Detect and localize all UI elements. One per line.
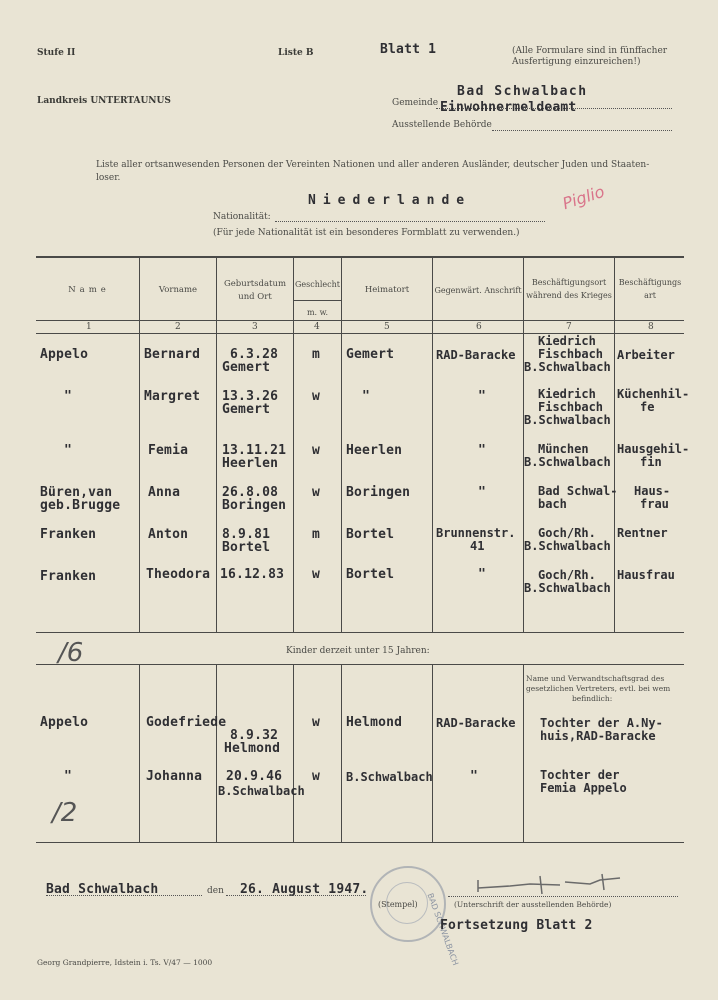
col-num-7: 7 [566, 322, 572, 332]
child-row-0-name: Appelo [40, 715, 89, 730]
table-row-3-heimat: Boringen [346, 485, 411, 500]
header-bottom-line [36, 320, 684, 321]
col-divider-2 [216, 258, 217, 632]
col-divider-1 [139, 258, 140, 632]
col-header-beschaeftigungsort: Beschäftigungsort während des Krieges [526, 278, 612, 300]
table-row-0-ort1: Kiedrich [538, 334, 596, 348]
table-row-0-geb1: 6.3.28 [230, 347, 279, 362]
table-row-2-ort1: München [538, 442, 589, 456]
table-row-1-ort1: Kiedrich [538, 387, 596, 401]
col-num-2: 2 [175, 322, 181, 332]
table-row-2-sex: w [312, 443, 321, 458]
table-row-0-geb2: Gemert [222, 360, 271, 375]
table-row-5-ort2: B.Schwalbach [524, 581, 611, 595]
liste-label: Liste B [278, 48, 314, 58]
table-row-2-anschrift: " [478, 443, 487, 458]
table-row-1-sex: w [312, 389, 321, 404]
table-top-border [36, 256, 684, 258]
geschlecht-divider [294, 300, 341, 301]
table-row-2-ort2: B.Schwalbach [524, 455, 611, 469]
col-num-6: 6 [476, 322, 482, 332]
col-num-5: 5 [384, 322, 390, 332]
signature-dotline [448, 896, 678, 897]
blatt-label: Blatt 1 [380, 42, 437, 57]
child-col-divider-5 [432, 664, 433, 842]
table-row-1-art1: Küchenhil- [617, 387, 690, 401]
child-row-0-vorname: Godefriede [146, 715, 227, 730]
table-row-4-sex: m [312, 527, 321, 542]
table-row-3-art2: frau [640, 497, 669, 511]
office-stamp-text: BAD SCHWALBACH [425, 892, 461, 967]
table-row-1-geb2: Gemert [222, 402, 271, 417]
col-num-1: 1 [86, 322, 92, 332]
child-row-1-name: " [64, 769, 73, 784]
table-row-3-ort2: bach [538, 497, 567, 511]
child-row-1-geb1: 20.9.46 [226, 769, 283, 784]
gemeinde-label: Gemeinde [392, 98, 439, 108]
table-row-4-vorname: Anton [148, 527, 189, 542]
intro-line-2: loser. [96, 173, 121, 183]
col-header-name: Name [68, 285, 110, 295]
table-row-1-anschrift: " [478, 389, 487, 404]
child-col-divider-4 [341, 664, 342, 842]
child-row-1-anschrift: " [470, 769, 479, 784]
footer-date: 26. August 1947. [240, 882, 369, 897]
table-row-3-name2: geb.Brugge [40, 498, 121, 513]
table-row-1-name: " [64, 389, 73, 404]
landkreis-label: Landkreis UNTERTAUNUS [37, 96, 171, 106]
pencil-mark-bottom: /2 [52, 798, 78, 828]
table-row-0-art1: Arbeiter [617, 348, 675, 362]
footer-date-dotline [226, 895, 366, 896]
table-row-4-geb2: Bortel [222, 540, 271, 555]
table-row-4-art1: Rentner [617, 526, 668, 540]
table-row-2-heimat: Heerlen [346, 443, 403, 458]
child-row-0-heimat: Helmond [346, 715, 403, 730]
gemeinde-value: Bad Schwalbach [457, 84, 588, 99]
child-col-divider-2 [216, 664, 217, 842]
table-row-3-sex: w [312, 485, 321, 500]
table-row-0-name: Appelo [40, 347, 89, 362]
nationality-dotline [275, 221, 545, 222]
col-divider-7 [614, 258, 615, 632]
col-divider-5 [432, 258, 433, 632]
col7-children-line-3: befindlich: [572, 694, 613, 703]
table-row-4-anschrift2: 41 [470, 539, 485, 553]
table-row-2-art1: Hausgehil- [617, 442, 690, 456]
child-row-0-vertreter2: huis,RAD-Baracke [540, 729, 656, 743]
behoerde-label: Ausstellende Behörde [392, 120, 492, 130]
child-row-1-geb2: B.Schwalbach [218, 784, 305, 798]
table-row-5-art1: Hausfrau [617, 568, 675, 582]
col7-children-line-1: Name und Verwandtschaftsgrad des [526, 674, 665, 683]
continuation-note: Fortsetzung Blatt 2 [440, 918, 593, 933]
child-col-divider-3 [293, 664, 294, 842]
table-row-5-name: Franken [40, 569, 97, 584]
note-line-2: Ausfertigung einzureichen!) [512, 57, 641, 67]
col-divider-4 [341, 258, 342, 632]
col-num-3: 3 [252, 322, 258, 332]
child-row-0-geb1: 8.9.32 [230, 728, 279, 743]
table-row-0-ort2: Fischbach [538, 347, 604, 361]
col7-children-line-2: gesetzlichen Vertreters, evtl. bei wem [526, 684, 671, 693]
stufe-label: Stufe II [37, 48, 76, 58]
table-row-4-heimat: Bortel [346, 527, 395, 542]
col-num-4: 4 [314, 322, 320, 332]
table-row-4-ort2: B.Schwalbach [524, 539, 611, 553]
table-row-1-ort3: B.Schwalbach [524, 413, 611, 427]
behoerde-value: Einwohnermeldeamt [440, 100, 577, 115]
table-row-1-heimat: " [362, 389, 371, 404]
table-row-2-vorname: Femia [148, 443, 189, 458]
intro-line-1: Liste aller ortsanwesenden Personen der Vereinten Nationen und aller anderen Ausländer, deutscher Juden und Staaten- [96, 160, 650, 170]
table-row-4-geb1: 8.9.81 [222, 527, 271, 542]
child-row-1-vertreter1: Tochter der [540, 768, 620, 782]
table-row-1-vorname: Margret [144, 389, 201, 404]
child-row-0-vertreter1: Tochter der A.Ny- [540, 716, 663, 730]
table-row-0-ort3: B.Schwalbach [524, 360, 611, 374]
child-row-1-sex: w [312, 769, 321, 784]
table-bottom-border [36, 842, 684, 843]
table-row-1-art2: fe [640, 400, 655, 414]
children-heading: Kinder derzeit unter 15 Jahren: [286, 646, 430, 656]
signature-label: (Unterschrift der ausstellenden Behörde) [454, 900, 612, 909]
table-row-1-geb1: 13.3.26 [222, 389, 279, 404]
child-col-divider-6 [523, 664, 524, 842]
children-heading-line [36, 664, 684, 665]
nationality-note: (Für jede Nationalität ist ein besonderes Formblatt zu verwenden.) [213, 228, 520, 238]
col-header-anschrift: Gegenwärt. Anschrift [434, 286, 522, 295]
table-row-5-sex: w [312, 567, 321, 582]
footer-den: den [207, 886, 224, 896]
printer-imprint: Georg Grandpierre, Idstein i. Ts. V/47 — 1000 [37, 958, 213, 967]
table-row-0-anschrift: RAD-Baracke [436, 348, 516, 362]
table-row-3-ort1: Bad Schwal- [538, 484, 618, 498]
note-line-1: (Alle Formulare sind in fünffacher [512, 46, 668, 56]
col-num-8: 8 [648, 322, 654, 332]
col-header-geschlecht-sub: m. w. [306, 308, 329, 317]
child-row-1-vorname: Johanna [146, 769, 203, 784]
red-pencil-annotation: Piglio [560, 181, 607, 214]
table-row-5-ort1: Goch/Rh. [538, 568, 596, 582]
stempel-label: (Stempel) [378, 900, 418, 909]
footer-place-dotline [46, 895, 202, 896]
col-divider-6 [523, 258, 524, 632]
table-row-3-vorname: Anna [148, 485, 181, 500]
table-row-1-ort2: Fischbach [538, 400, 604, 414]
child-row-0-geb2: Helmond [224, 741, 281, 756]
table-row-2-geb2: Heerlen [222, 456, 279, 471]
table-row-4-anschrift: Brunnenstr. [436, 526, 516, 540]
child-row-0-sex: w [312, 715, 321, 730]
child-col-divider-1 [139, 664, 140, 842]
child-row-0-anschrift: RAD-Baracke [436, 716, 516, 730]
table-row-3-name: Büren,van [40, 485, 113, 500]
col-header-geburt: Geburtsdatum und Ort [223, 279, 287, 302]
table-row-3-geb1: 26.8.08 [222, 485, 279, 500]
table-row-4-name: Franken [40, 527, 97, 542]
table-row-0-heimat: Gemert [346, 347, 395, 362]
table-row-2-art2: fin [640, 455, 662, 469]
child-row-1-vertreter2: Femia Appelo [540, 781, 627, 795]
adults-bottom-line [36, 632, 684, 633]
table-row-2-geb1: 13.11.21 [222, 443, 287, 458]
table-row-3-art1: Haus- [634, 484, 671, 498]
behoerde-dotline [492, 130, 672, 131]
table-row-4-ort1: Goch/Rh. [538, 526, 596, 540]
nationality-value: Niederlande [308, 193, 472, 208]
table-row-2-name: " [64, 443, 73, 458]
col-header-geschlecht: Geschlecht [294, 280, 340, 289]
col-header-heimatort: Heimatort [364, 285, 410, 295]
table-row-5-vorname: Theodora [146, 567, 211, 582]
signature-scribble [470, 872, 630, 898]
child-row-1-heimat: B.Schwalbach [346, 770, 433, 784]
table-row-5-geb1: 16.12.83 [220, 567, 285, 582]
col-header-beschaeftigungsart: Beschäftigungsart [618, 278, 682, 300]
col-header-vorname: Vorname [158, 285, 198, 295]
table-row-5-heimat: Bortel [346, 567, 395, 582]
table-row-0-sex: m [312, 347, 321, 362]
nationality-label: Nationalität: [213, 212, 271, 222]
footer-place: Bad Schwalbach [46, 882, 159, 897]
table-row-3-anschrift: " [478, 485, 487, 500]
table-row-5-anschrift: " [478, 567, 487, 582]
table-row-3-geb2: Boringen [222, 498, 287, 513]
table-row-0-vorname: Bernard [144, 347, 201, 362]
pencil-mark-top: /6 [58, 638, 84, 668]
